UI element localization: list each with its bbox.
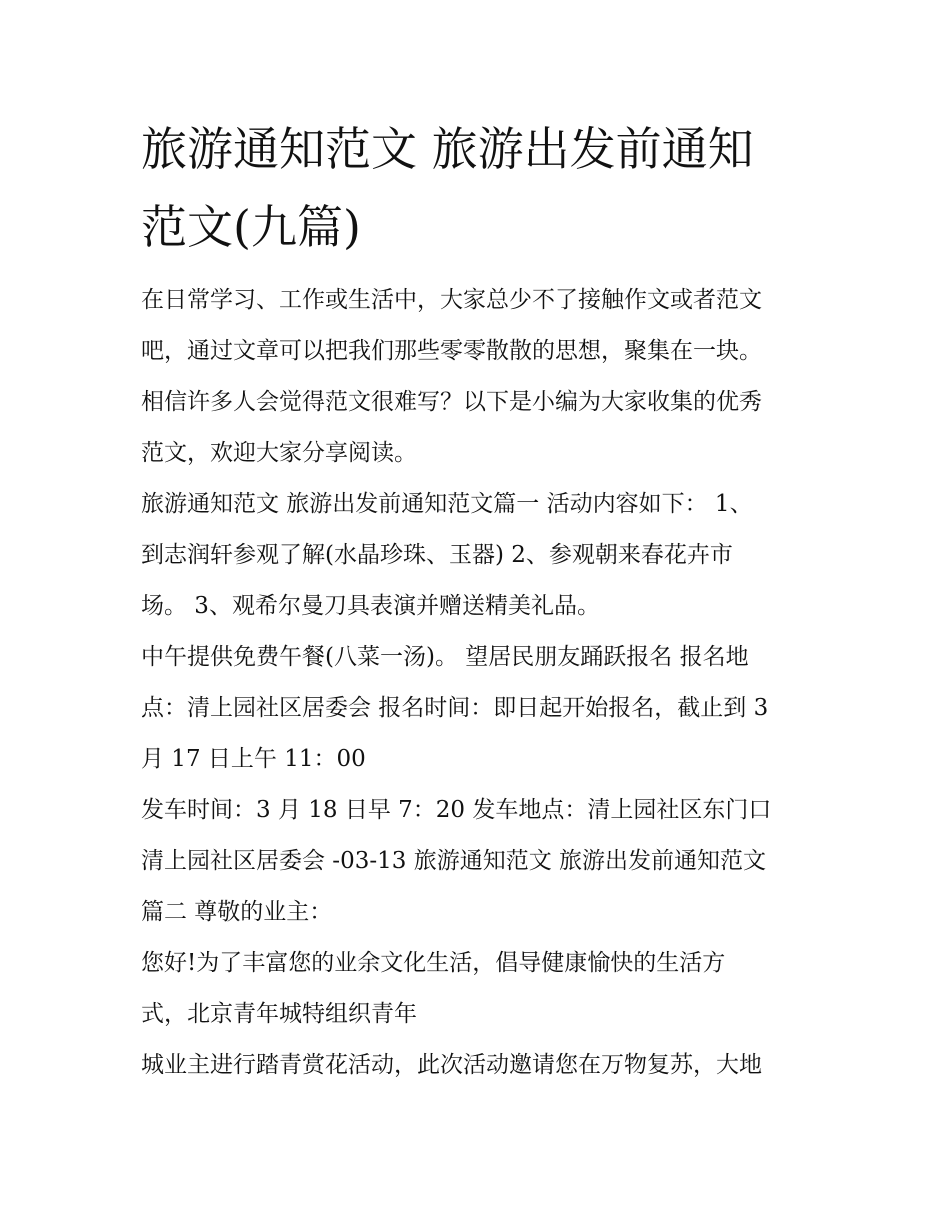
text-line: 到志润轩参观了解(水晶珍珠、玉器) 2、参观朝来春花卉市 [141,542,733,568]
text-line: 中午提供免费午餐(八菜一汤)。 望居民朋友踊跃报名 报名地 [141,644,749,670]
intro-paragraph [141,275,831,479]
title-line: 旅游通知范文 旅游出发前通知 [141,122,754,176]
document-title [141,110,831,266]
text-line: 篇二 尊敬的业主： [141,899,333,925]
text-line: 在日常学习、工作或生活中，大家总少不了接触作文或者范文 [141,287,762,313]
text-line: 旅游通知范文 旅游出发前通知范文篇一 活动内容如下： 1、 [141,491,753,517]
invitation-paragraph [141,1040,831,1091]
title-line: 范文(九篇) [141,200,361,254]
text-line: 月 17 日上午 11：00 [141,746,366,772]
registration-paragraph [141,632,831,785]
text-line: 您好!为了丰富您的业余文化生活，倡导健康愉快的生活方 [141,950,726,976]
text-line: 城业主进行踏青赏花活动，此次活动邀请您在万物复苏，大地 [141,1052,762,1078]
departure-paragraph [141,785,831,938]
activity-paragraph [141,479,831,632]
text-line: 点：清上园社区居委会 报名时间：即日起开始报名，截止到 3 [141,695,769,721]
text-line: 式，北京青年城特组织青年 [141,1001,417,1027]
text-line: 相信许多人会觉得范文很难写？以下是小编为大家收集的优秀 [141,389,762,415]
text-line: 清上园社区居委会 -03-13 旅游通知范文 旅游出发前通知范文 [141,848,767,874]
text-line: 发车时间：3 月 18 日早 7：20 发车地点：清上园社区东门口 [141,797,772,823]
greeting-paragraph [141,938,831,1040]
text-line: 范文，欢迎大家分享阅读。 [141,440,417,466]
text-line: 吧，通过文章可以把我们那些零零散散的思想，聚集在一块。 [141,338,762,364]
document-body [141,275,831,1091]
text-line: 场。 3、观希尔曼刀具表演并赠送精美礼品。 [141,593,600,619]
